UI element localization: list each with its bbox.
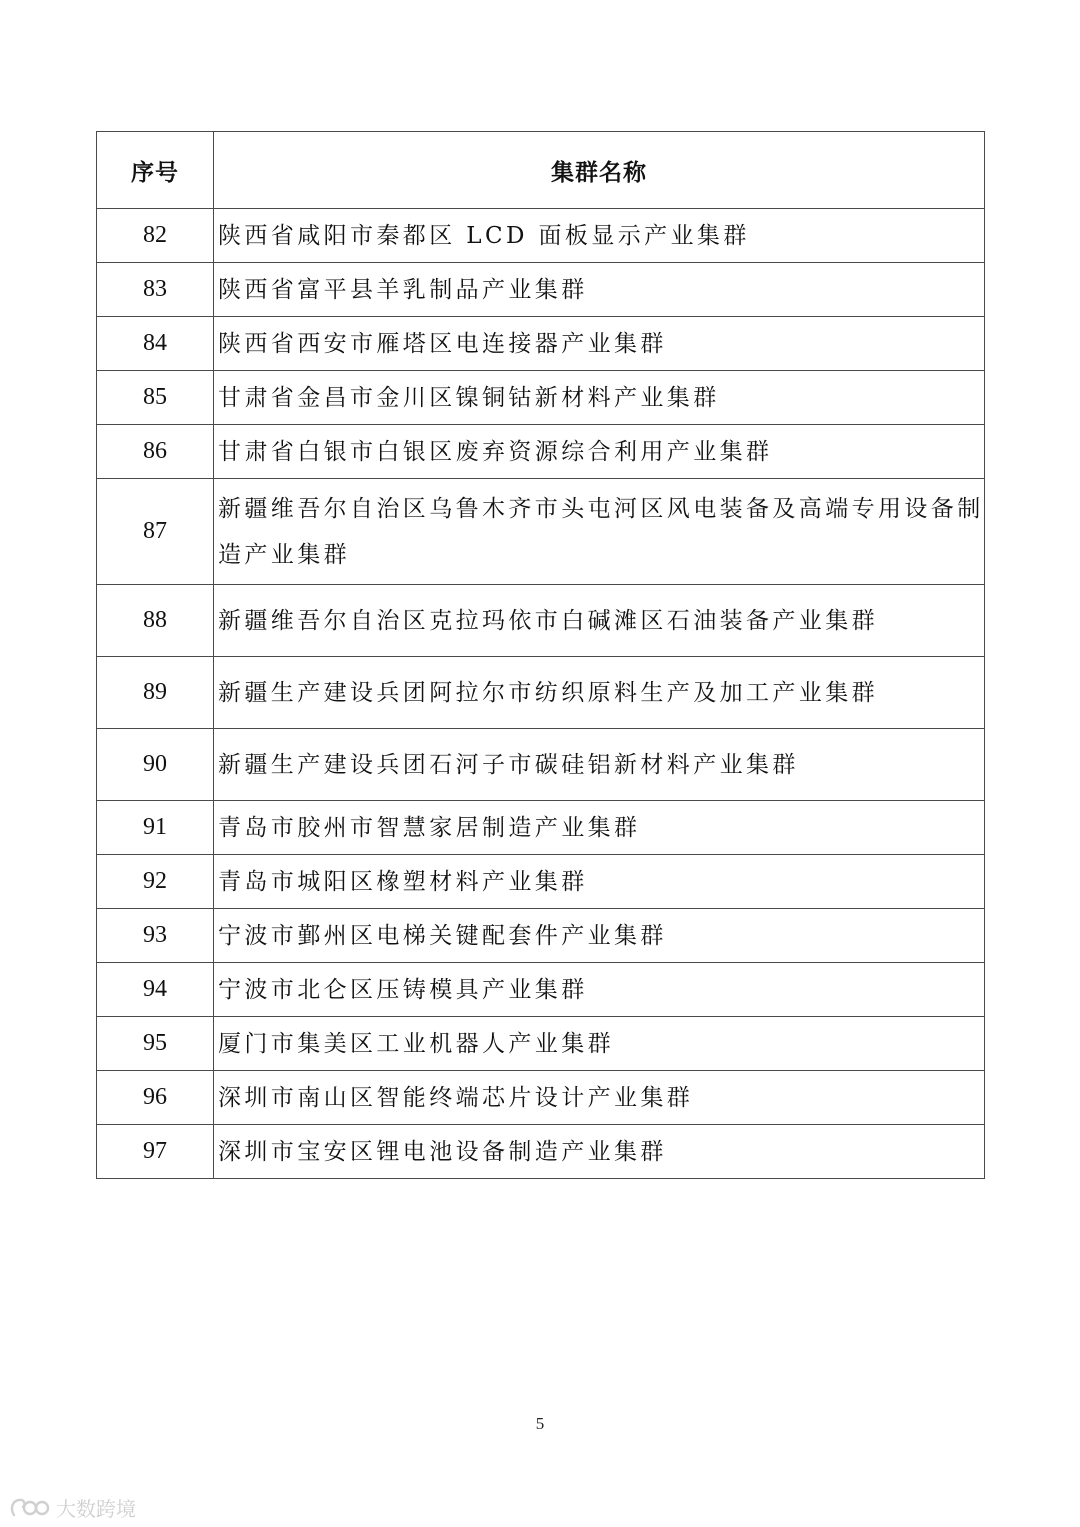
- row-number: 96: [97, 1071, 214, 1125]
- header-number: 序号: [97, 132, 214, 209]
- row-number: 86: [97, 425, 214, 479]
- row-number: 91: [97, 801, 214, 855]
- table-row: [97, 209, 985, 263]
- table-row: [97, 801, 985, 855]
- row-cluster-name: 新疆生产建设兵团石河子市碳硅铝新材料产业集群: [214, 729, 985, 801]
- row-number: 82: [97, 209, 214, 263]
- table-row: [97, 479, 985, 585]
- row-number: 95: [97, 1017, 214, 1071]
- table-header-row: [97, 132, 985, 209]
- row-cluster-name: 甘肃省金昌市金川区镍铜钴新材料产业集群: [214, 371, 985, 425]
- row-number: 97: [97, 1125, 214, 1179]
- row-number: 88: [97, 585, 214, 657]
- table-row: [97, 1071, 985, 1125]
- row-number: 84: [97, 317, 214, 371]
- watermark-text: 大数跨境: [56, 1497, 136, 1521]
- row-number: 94: [97, 963, 214, 1017]
- table-row: [97, 263, 985, 317]
- row-number: 87: [97, 479, 214, 585]
- row-number: 90: [97, 729, 214, 801]
- table-row: [97, 585, 985, 657]
- row-cluster-name: 陕西省富平县羊乳制品产业集群: [214, 263, 985, 317]
- row-cluster-name: 新疆维吾尔自治区克拉玛依市白碱滩区石油装备产业集群: [214, 585, 985, 657]
- table-row: [97, 371, 985, 425]
- table-row: [97, 729, 985, 801]
- row-cluster-name: 深圳市南山区智能终端芯片设计产业集群: [214, 1071, 985, 1125]
- row-number: 93: [97, 909, 214, 963]
- table-row: [97, 855, 985, 909]
- row-cluster-name: 新疆生产建设兵团阿拉尔市纺织原料生产及加工产业集群: [214, 657, 985, 729]
- brand-logo-icon: [8, 1495, 52, 1521]
- row-cluster-name: 宁波市北仑区压铸模具产业集群: [214, 963, 985, 1017]
- table-row: [97, 657, 985, 729]
- header-cluster-name: 集群名称: [214, 132, 985, 209]
- row-number: 89: [97, 657, 214, 729]
- table-row: [97, 317, 985, 371]
- row-number: 85: [97, 371, 214, 425]
- cluster-table: [96, 131, 985, 1179]
- row-cluster-name: 宁波市鄞州区电梯关键配套件产业集群: [214, 909, 985, 963]
- row-cluster-name: 青岛市城阳区橡塑材料产业集群: [214, 855, 985, 909]
- page-number: 5: [535, 1414, 545, 1433]
- row-cluster-name: 青岛市胶州市智慧家居制造产业集群: [214, 801, 985, 855]
- table-row: [97, 425, 985, 479]
- watermark: [8, 1493, 136, 1522]
- row-cluster-name: 新疆维吾尔自治区乌鲁木齐市头屯河区风电装备及高端专用设备制造产业集群: [214, 479, 985, 585]
- row-cluster-name: 陕西省咸阳市秦都区 LCD 面板显示产业集群: [214, 209, 985, 263]
- row-cluster-name: 深圳市宝安区锂电池设备制造产业集群: [214, 1125, 985, 1179]
- row-cluster-name: 厦门市集美区工业机器人产业集群: [214, 1017, 985, 1071]
- row-number: 83: [97, 263, 214, 317]
- table-row: [97, 963, 985, 1017]
- table-row: [97, 909, 985, 963]
- table-row: [97, 1125, 985, 1179]
- row-cluster-name: 陕西省西安市雁塔区电连接器产业集群: [214, 317, 985, 371]
- row-number: 92: [97, 855, 214, 909]
- row-cluster-name: 甘肃省白银市白银区废弃资源综合利用产业集群: [214, 425, 985, 479]
- table-row: [97, 1017, 985, 1071]
